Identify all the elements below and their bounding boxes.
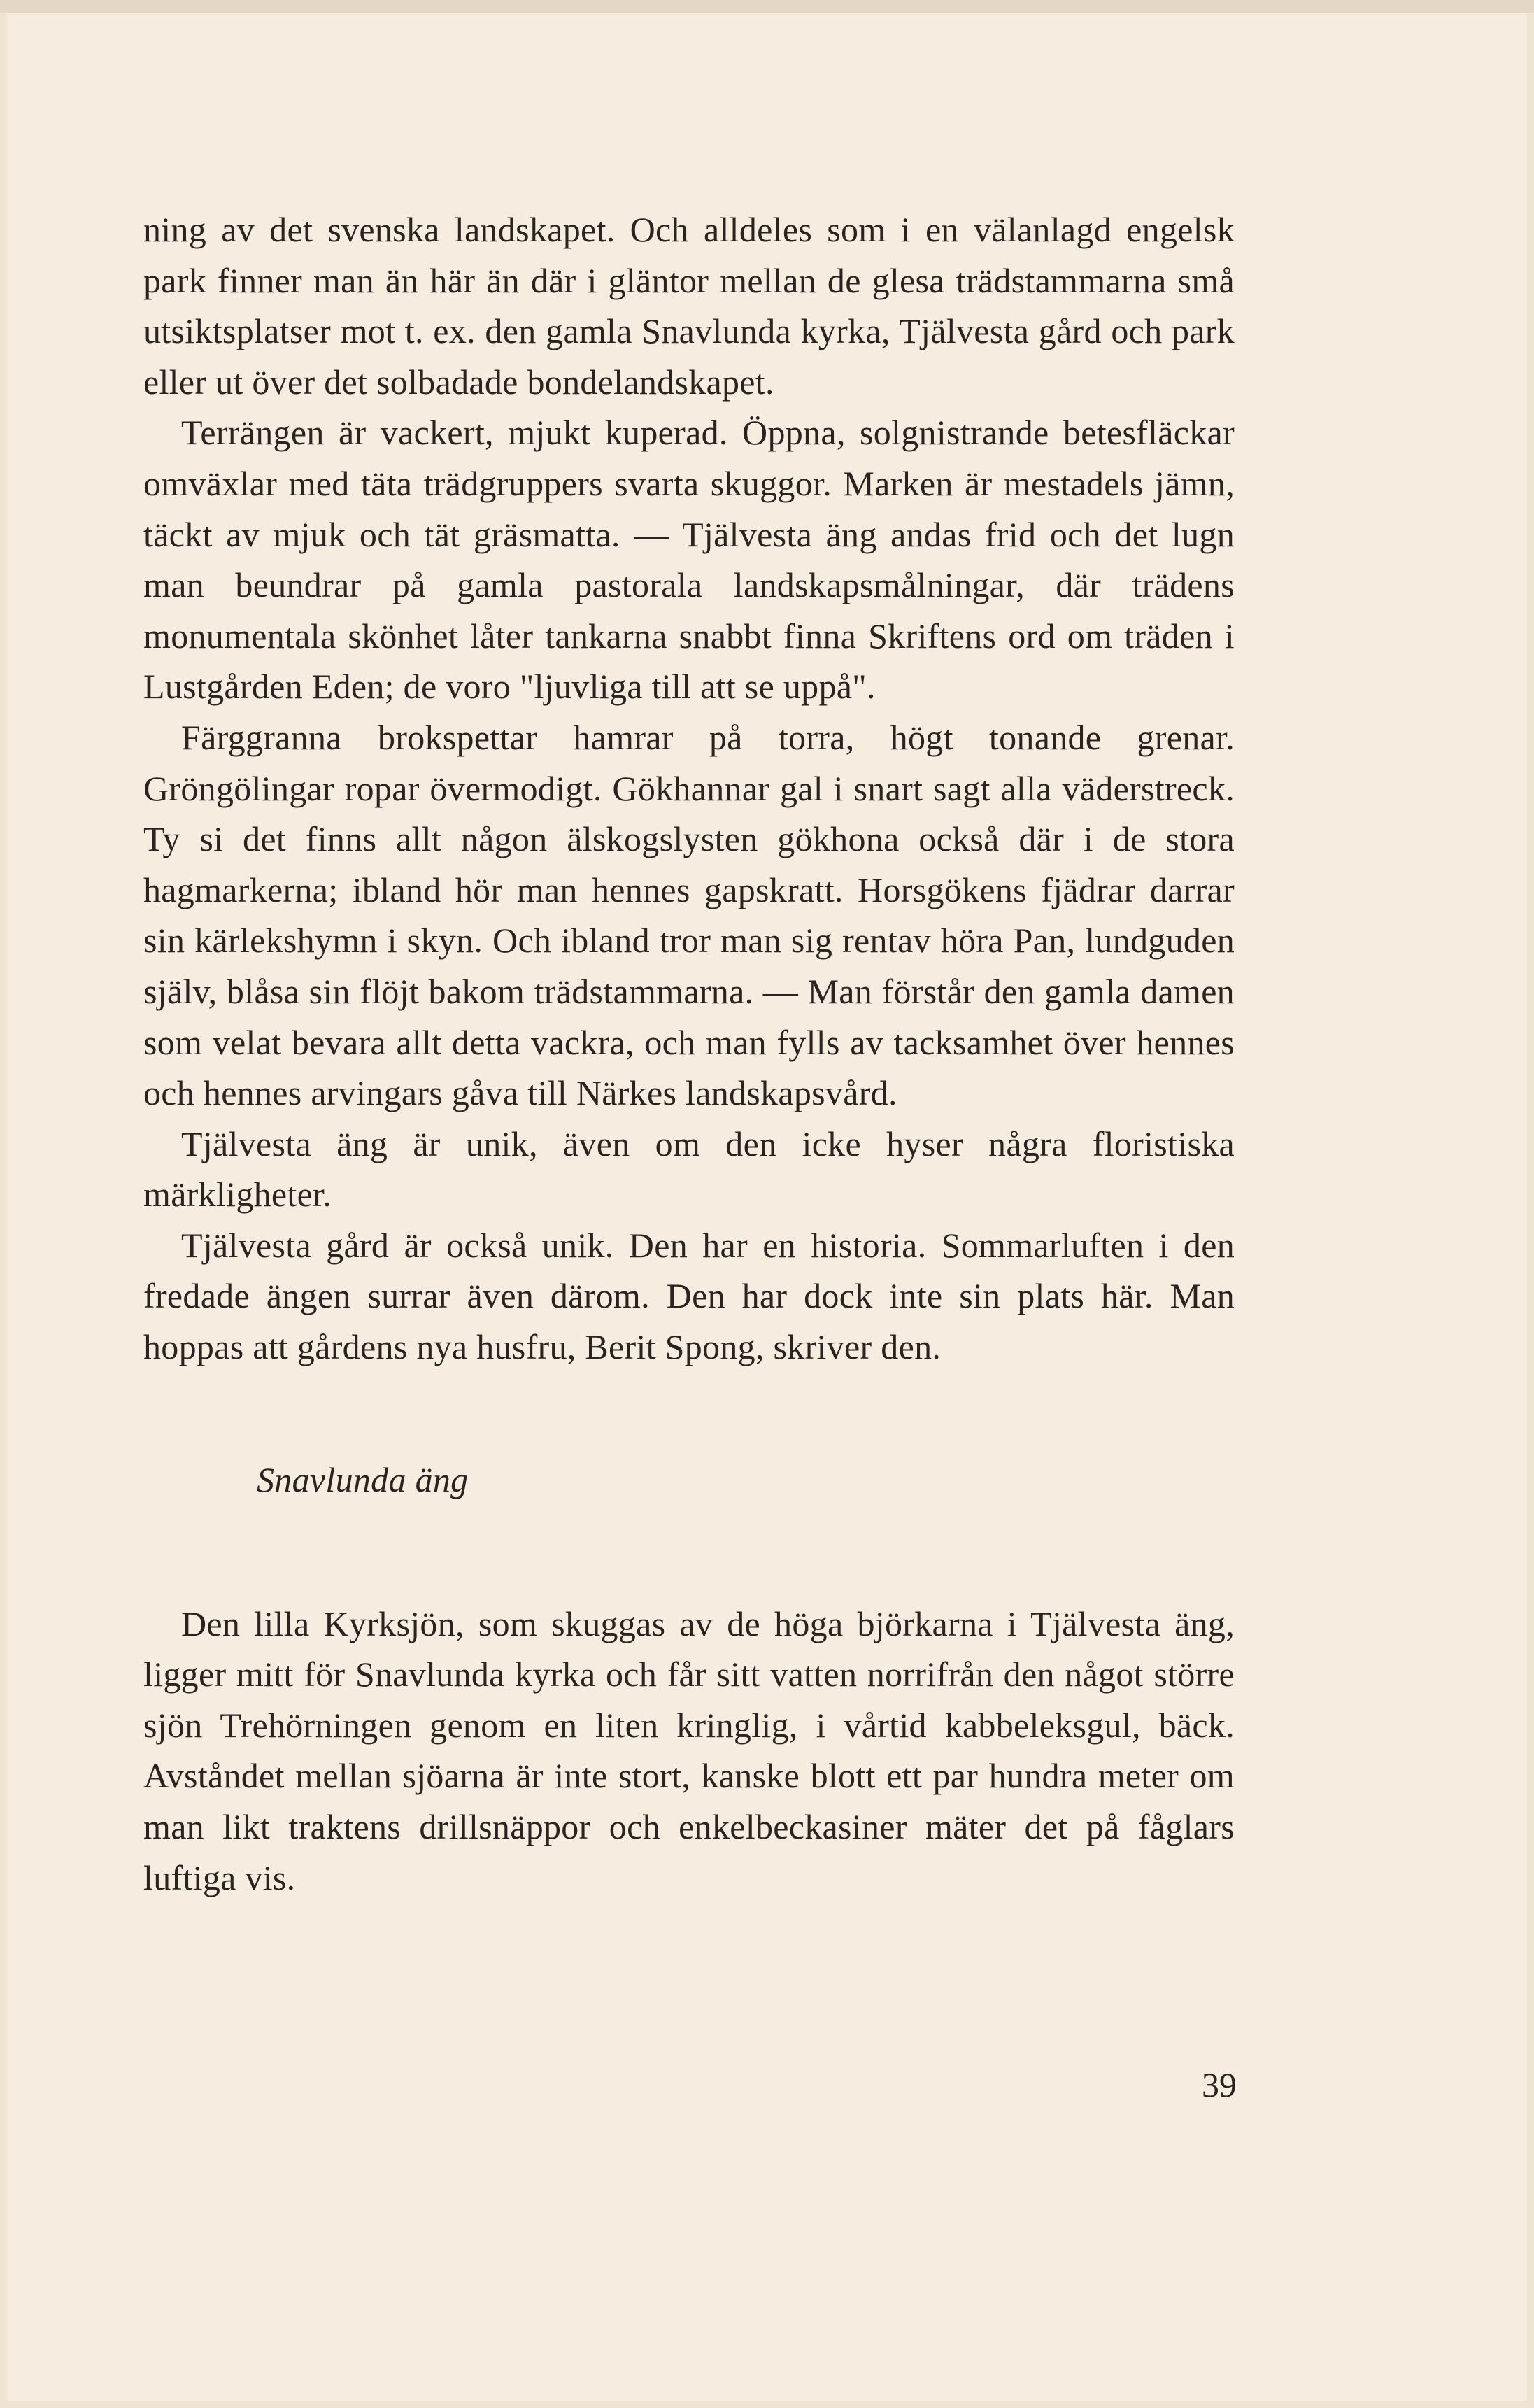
page-number: 39 bbox=[1202, 2065, 1237, 2104]
paragraph-continued: ning av det svenska landskapet. Och alldeles som i en välanlagd engelsk park finner man än här än där i gläntor mellan de glesa trädstammarna små utsiktsplatser mot t. ex. den gamla Snavlunda kyrka, Tjälvesta gård och park eller ut över det solbadade bondelandskapet. bbox=[143, 210, 1235, 402]
body-text bbox=[143, 204, 1235, 1903]
page-top-edge bbox=[0, 0, 1534, 13]
paragraph-terrain: Terrängen är vackert, mjukt kuperad. Öppna, solgnistrande betesfläckar omväxlar med täta trädgruppers svarta skuggor. Marken är mestadels jämn, täckt av mjuk och tät gräsmatta. — Tjälvesta äng andas frid och det lugn man beundrar på gamla pastorala landskapsmålningar, där trädens monumentala skönhet låter tankarna snabbt finna Skriftens ord om träden i Lustgården Eden; de voro "ljuvliga till att se uppå". bbox=[143, 413, 1235, 707]
section-heading: Snavlunda äng bbox=[257, 1459, 469, 1499]
paragraph-unique-farm: Tjälvesta gård är också unik. Den har en historia. Sommarluften i den fredade ängen surrar även därom. Den har dock inte sin plats här. Man hoppas att gårdens nya husfru, Berit Spong, skriver den. bbox=[143, 1225, 1235, 1367]
paragraph-unique-meadow: Tjälvesta äng är unik, även om den icke hyser några floristiska märkligheter. bbox=[143, 1124, 1235, 1214]
paragraph-birds: Färggranna brokspettar hamrar på torra, högt tonande grenar. Gröngölingar ropar övermodigt. Gökhannar gal i snart sagt alla väderstreck. Ty si det finns allt någon älskogslysten gökhona också där i de stora hagmarkerna; ibland hör man hennes gapskratt. Horsgökens fjädrar darrar sin kärlekshymn i skyn. Och ibland tror man sig rentav höra Pan, lundguden själv, blåsa sin flöjt bakom trädstammarna. — Man förstår den gamla damen som velat bevara allt detta vackra, och man fylls av tacksamhet över hennes och hennes arvingars gåva till Närkes landskapsvård. bbox=[143, 717, 1235, 1113]
paragraph-kyrksjon: Den lilla Kyrksjön, som skuggas av de höga björkarna i Tjälvesta äng, ligger mitt för Snavlunda kyrka och får sitt vatten norrifrån den något större sjön Trehörningen genom en liten kringlig, i vårtid kabbeleksgul, bäck. Avståndet mellan sjöarna är inte stort, kanske blott ett par hundra meter om man likt traktens drillsnäppor och enkelbeckasiner mäter det på fåglars luftiga vis. bbox=[143, 1603, 1235, 1897]
